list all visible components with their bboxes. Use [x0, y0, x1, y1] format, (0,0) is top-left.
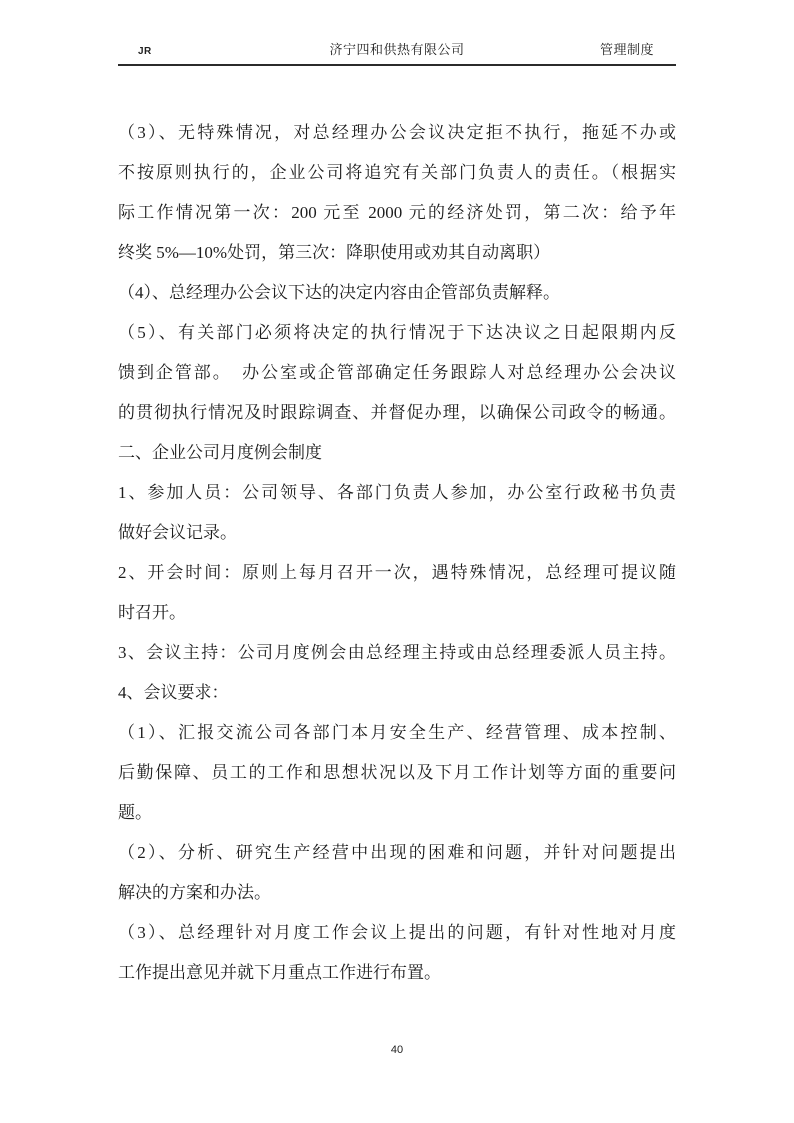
- text-line: 的贯彻执行情况及时跟踪调查、并督促办理，以确保公司政令的畅通。: [118, 403, 676, 422]
- text-line: （1）、汇报交流公司各部门本月安全生产、经营管理、成本控制、: [118, 723, 676, 742]
- text-line: （4）、总经理办公会议下达的决定内容由企管部负责解释。: [118, 283, 560, 302]
- header-doc-label: 管理制度: [599, 42, 654, 57]
- text-line: 终奖 5%—10%处罚，第三次：降职使用或劝其自动离职）: [118, 243, 551, 262]
- page-footer: [0, 1044, 794, 1056]
- text-line: （2）、分析、研究生产经营中出现的困难和问题，并针对问题提出: [118, 843, 676, 862]
- text-line: 不按原则执行的，企业公司将追究有关部门负责人的责任。（根据实: [118, 163, 676, 182]
- text-line: 2、开会时间：原则上每月召开一次，遇特殊情况，总经理可提议随: [118, 563, 676, 582]
- header-logo: JR: [138, 46, 152, 57]
- text-line: 4、会议要求：: [118, 683, 229, 702]
- text-line: 工作提出意见并就下月重点工作进行布置。: [118, 963, 441, 982]
- document-body: [118, 113, 676, 993]
- header-company-name: 济宁四和供热有限公司: [329, 42, 465, 57]
- text-line: 二、企业公司月度例会制度: [118, 443, 322, 462]
- text-line: 做好会议记录。: [118, 523, 237, 542]
- text-line: 时召开。: [118, 603, 186, 622]
- text-line: （5）、有关部门必须将决定的执行情况于下达决议之日起限期内反: [118, 323, 676, 342]
- page-number: 40: [390, 1044, 404, 1056]
- text-line: （3）、无特殊情况，对总经理办公会议决定拒不执行，拖延不办或: [118, 123, 676, 142]
- text-line: 际工作情况第一次：200 元至 2000 元的经济处罚，第二次：给予年: [118, 203, 676, 222]
- text-line: 后勤保障、员工的工作和思想状况以及下月工作计划等方面的重要问: [118, 763, 676, 782]
- text-line: 解决的方案和办法。: [118, 883, 271, 902]
- text-line: 馈到企管部。 办公室或企管部确定任务跟踪人对总经理办公会决议: [118, 363, 676, 382]
- text-line: 题。: [118, 803, 152, 822]
- text-line: 3、会议主持：公司月度例会由总经理主持或由总经理委派人员主持。: [118, 643, 676, 662]
- page-header: [118, 38, 676, 66]
- text-line: （3）、总经理针对月度工作会议上提出的问题，有针对性地对月度: [118, 923, 676, 942]
- text-line: 1、参加人员：公司领导、各部门负责人参加，办公室行政秘书负责: [118, 483, 676, 502]
